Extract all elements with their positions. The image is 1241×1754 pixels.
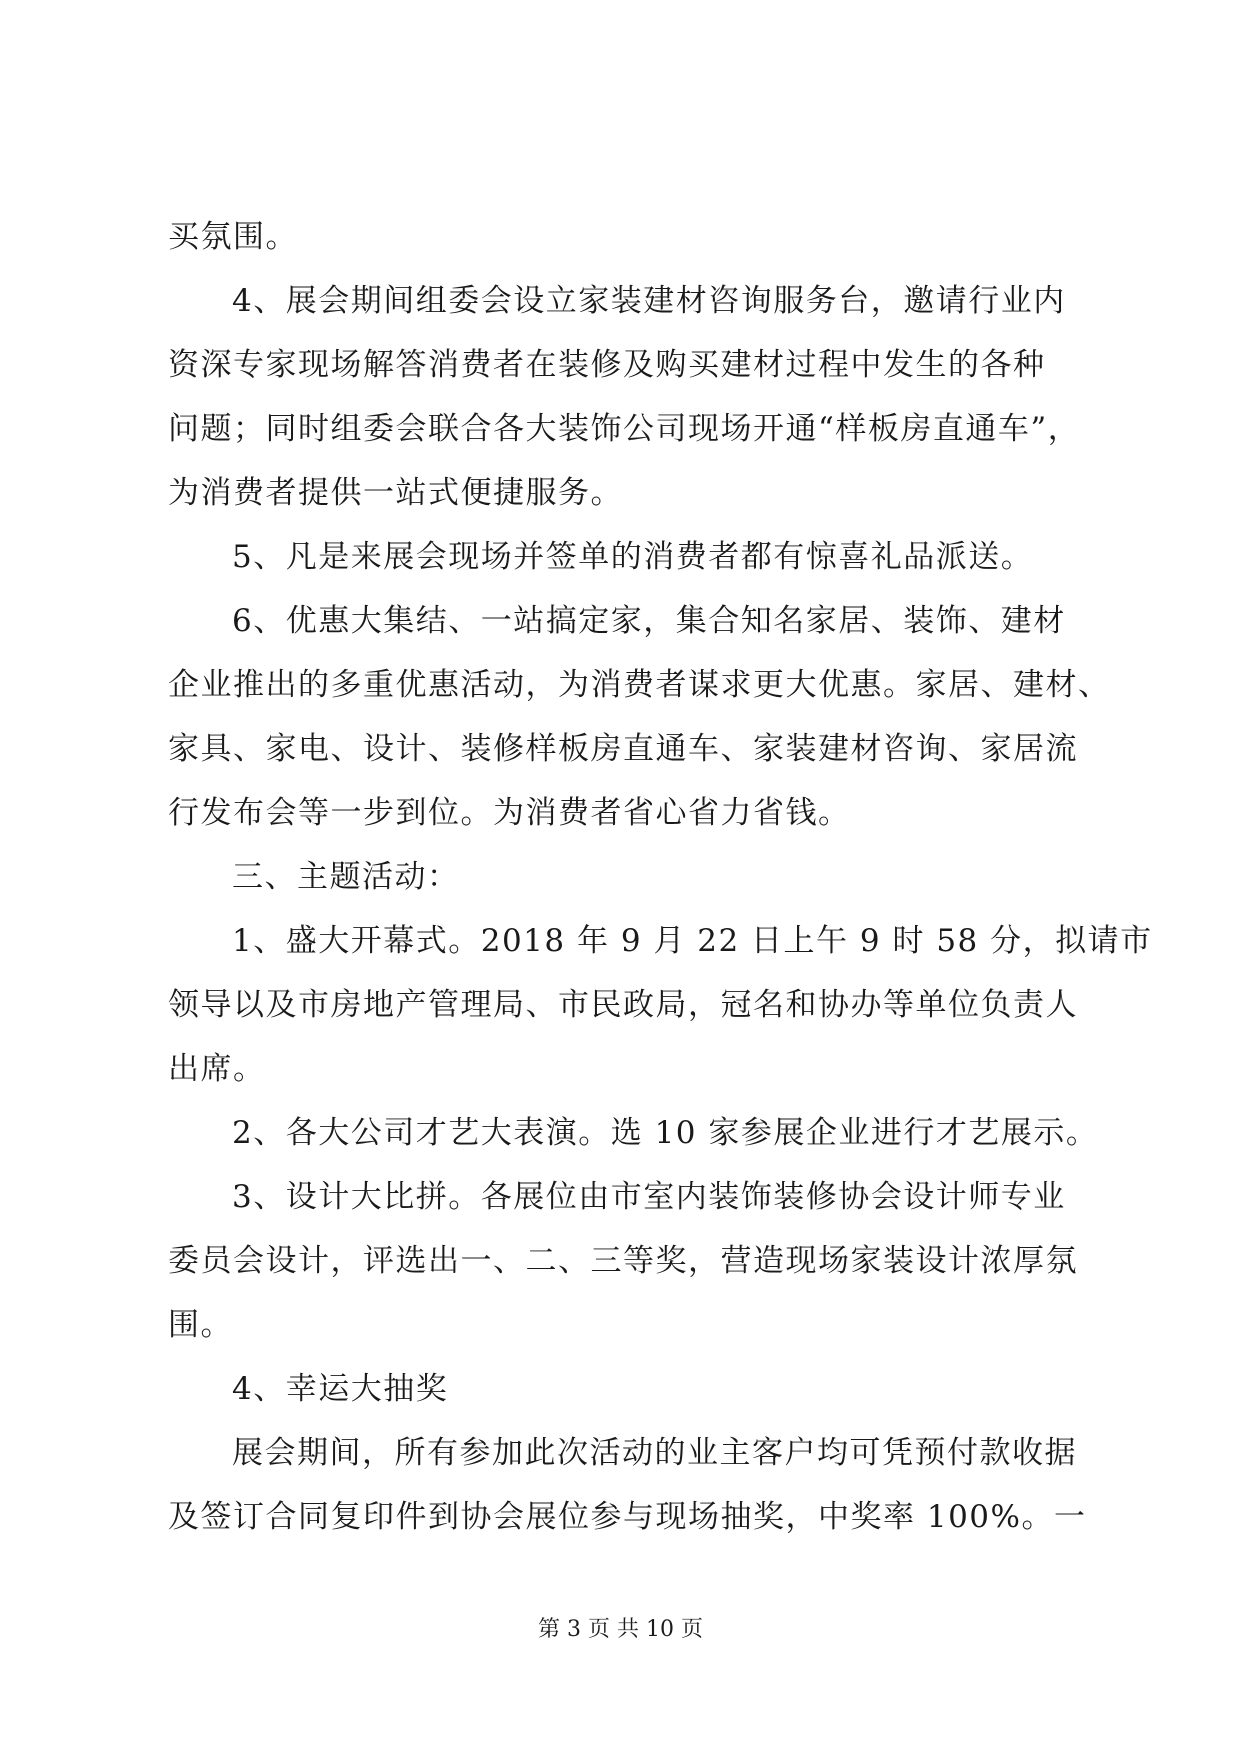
paragraph-line: 1、盛大开幕式。2018 年 9 月 22 日上午 9 时 58 分，拟请市: [232, 923, 1153, 959]
paragraph-line: 资深专家现场解答消费者在装修及购买建材过程中发生的各种: [168, 347, 1046, 383]
paragraph-line: 展会期间，所有参加此次活动的业主客户均可凭预付款收据: [232, 1435, 1077, 1471]
paragraph-line: 出席。: [168, 1051, 266, 1087]
paragraph-line: 行发布会等一步到位。为消费者省心省力省钱。: [168, 795, 851, 831]
paragraph-line: 6、优惠大集结、一站搞定家，集合知名家居、装饰、建材: [232, 603, 1066, 639]
paragraph-line: 企业推出的多重优惠活动，为消费者谋求更大优惠。家居、建材、: [168, 667, 1111, 703]
paragraph-line: 4、幸运大抽奖: [232, 1371, 449, 1407]
paragraph-line: 5、凡是来展会现场并签单的消费者都有惊喜礼品派送。: [232, 539, 1034, 575]
paragraph-line: 2、各大公司才艺大表演。选 10 家参展企业进行才艺展示。: [232, 1115, 1099, 1151]
paragraph-line: 买氛围。: [168, 219, 298, 255]
section-heading: 三、主题活动：: [232, 859, 460, 895]
paragraph-line: 及签订合同复印件到协会展位参与现场抽奖，中奖率 100%。一: [168, 1499, 1087, 1535]
paragraph-line: 问题；同时组委会联合各大装饰公司现场开通“样板房直通车”，: [168, 411, 1081, 447]
document-body: [168, 205, 1153, 1549]
paragraph-line: 围。: [168, 1307, 233, 1343]
paragraph-line: 委员会设计，评选出一、二、三等奖，营造现场家装设计浓厚氛: [168, 1243, 1078, 1279]
paragraph-line: 3、设计大比拼。各展位由市室内装饰装修协会设计师专业: [232, 1179, 1066, 1215]
paragraph-line: 家具、家电、设计、装修样板房直通车、家装建材咨询、家居流: [168, 731, 1078, 767]
paragraph-line: 4、展会期间组委会设立家装建材咨询服务台，邀请行业内: [232, 283, 1066, 319]
paragraph-line: 为消费者提供一站式便捷服务。: [168, 475, 623, 511]
page-number-footer: 第 3 页 共 10 页: [538, 1617, 703, 1642]
paragraph-line: 领导以及市房地产管理局、市民政局，冠名和协办等单位负责人: [168, 987, 1078, 1023]
